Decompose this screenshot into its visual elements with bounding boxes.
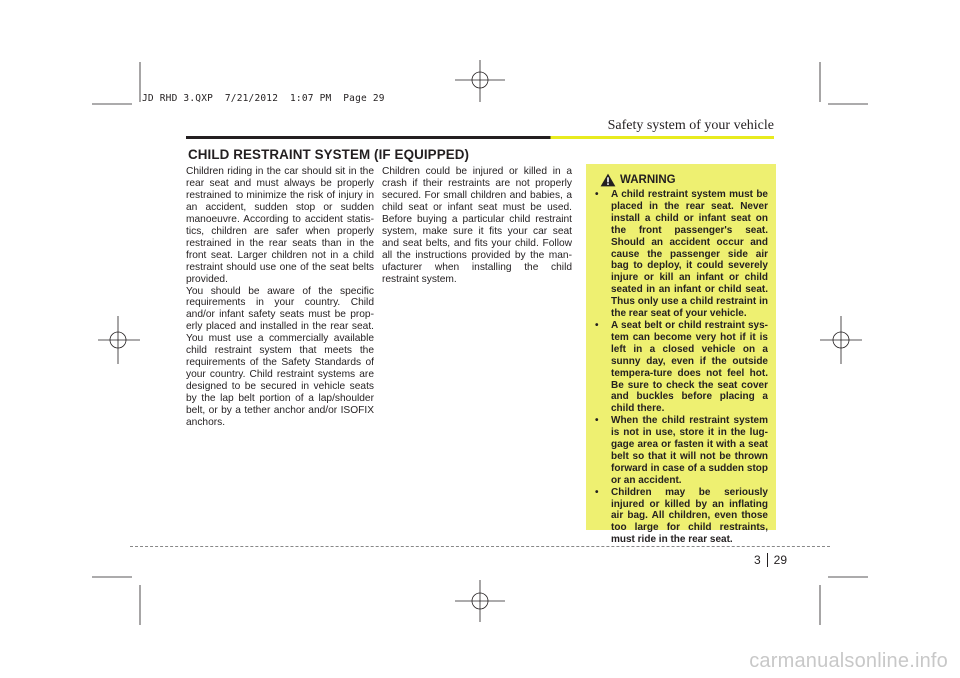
page-number-divider	[767, 553, 768, 567]
footer-dashed-rule	[130, 546, 830, 547]
registration-target-top	[455, 60, 505, 102]
section-title: CHILD RESTRAINT SYSTEM (IF EQUIPPED)	[188, 147, 470, 162]
warning-item-text: A seat belt or child restraint sys-tem can become very hot if it is left in a closed vehicle on a sunny day, even if the outside tempera-ture does not feel hot. Be sure to check the seat cover and buckles before placing a child there.	[611, 319, 768, 415]
warning-box	[586, 164, 776, 546]
warning-item-text: Children may be seriously injured or killed by an inflating air bag. All children, even those too large for child restraints, must ride in the rear seat.	[611, 486, 768, 546]
paragraph: Children riding in the car should sit in the rear seat and must always be properly restrained to minimize the risk of injury in an accident, sudden stop or sudden manoeuvre. According to accident statis-tics, children are safer when properly restrained in the rear seats than in the front seat. Larger children not in a child restraint should use one of the seat belts provided.	[186, 166, 374, 285]
bullet: •	[595, 189, 599, 200]
page-number	[754, 553, 787, 567]
warning-item	[592, 189, 768, 320]
warning-item	[592, 487, 768, 547]
registration-target-bottom	[455, 580, 505, 622]
bullet: •	[595, 319, 599, 331]
paragraph: You should be aware of the specific requirements in your country. Child and/or infant safety seats must be prop-erly placed and installed in the rear seat. You must use a commercially available child restraint system that meets the requirements of the Safety Standards of your country. Child restraint systems are designed to be secured in vehicle seats by the lap belt portion of a lap/shoulder belt, or by a tether anchor and/or ISOFIX anchors.	[186, 285, 374, 429]
body-column-2	[382, 166, 572, 286]
warning-header	[600, 173, 768, 187]
registration-target-right	[820, 316, 862, 364]
watermark: carmanualsonline.info	[749, 650, 948, 672]
running-header: Safety system of your vehicle	[607, 118, 774, 133]
warning-item	[592, 415, 768, 486]
bullet: •	[595, 486, 599, 498]
warning-item-text: When the child restraint system is not in use, store it in the lug-gage area or fasten it with a seat belt so that it will not be thrown forward in case of a sudden stop or an accident.	[611, 415, 768, 486]
header-rule	[186, 136, 774, 139]
body-column-1	[186, 166, 374, 429]
warning-title: WARNING	[620, 174, 676, 186]
chapter-number: 3	[753, 553, 761, 567]
registration-target-left	[98, 316, 140, 364]
print-slug: JD RHD 3.QXP 7/21/2012 1:07 PM Page 29	[142, 93, 385, 104]
page-number-value: 29	[773, 553, 787, 567]
paragraph: Children could be injured or killed in a crash if their restraints are not properly secured. For small children and babies, a child seat or infant seat must be used. Before buying a particular child restraint system, make sure it fits your car seat and seat belts, and fits your child. Follow all the instructions provided by the man-ufacturer when installing the child restraint system.	[382, 166, 572, 285]
bullet: •	[595, 415, 599, 427]
warning-item-text: A child restraint system must be placed in the rear seat. Never install a child or infant seat on the front passenger's seat. Should an accident occur and cause the passenger side air bag to deploy, it could severely injure or kill an infant or child seated in an infant or child seat. Thus only use a child restraint in the rear seat of your vehicle.	[611, 189, 768, 320]
warning-triangle-icon	[600, 173, 616, 187]
warning-list	[592, 189, 768, 546]
warning-item	[592, 320, 768, 415]
